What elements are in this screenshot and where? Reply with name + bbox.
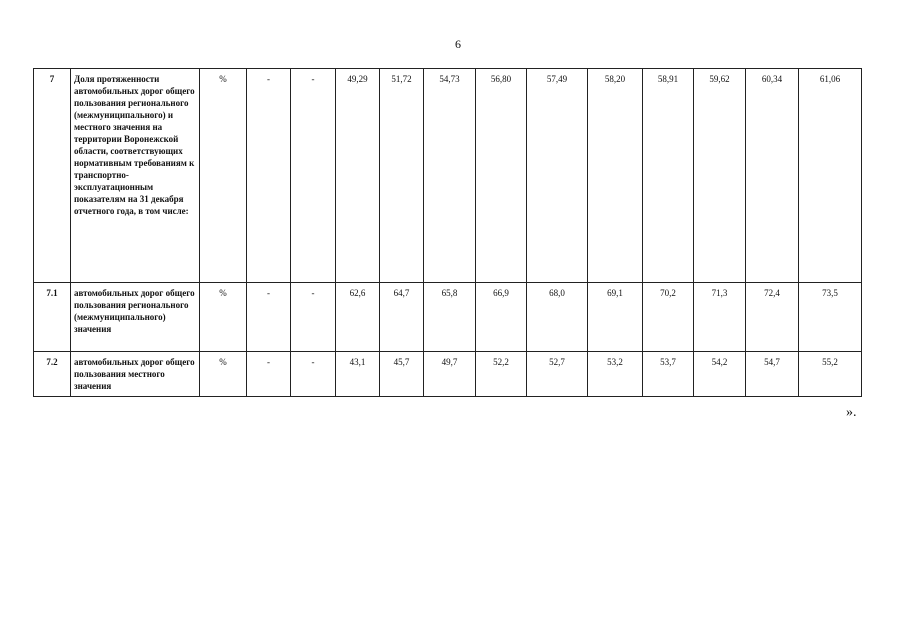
value-cell: 73,5 [799, 283, 862, 352]
value-cell: 53,2 [588, 352, 643, 397]
table-row [34, 69, 862, 283]
value-cell: 43,1 [336, 352, 380, 397]
empty-value-cell: - [291, 69, 336, 283]
table-row [34, 283, 862, 352]
value-cell: 68,0 [527, 283, 588, 352]
empty-value-cell: - [247, 352, 291, 397]
indicator-table [33, 68, 862, 397]
indicator-name: Доля протяженности автомобильных дорог общего пользования регионального (межмуниципального) и местного значения на территории Воронежской области, соответствующих нормативным требованиям к транспортно-эксплуатационным показателям на 31 декабря отчетного года, в том числе: [71, 69, 200, 283]
closing-quote-mark: ». [846, 405, 857, 420]
empty-value-cell: - [291, 352, 336, 397]
row-number: 7.2 [34, 352, 71, 397]
table-row [34, 352, 862, 397]
value-cell: 65,8 [424, 283, 476, 352]
empty-value-cell: - [247, 283, 291, 352]
value-cell: 71,3 [694, 283, 746, 352]
value-cell: 69,1 [588, 283, 643, 352]
value-cell: 51,72 [380, 69, 424, 283]
empty-value-cell: - [291, 283, 336, 352]
unit-cell: % [200, 352, 247, 397]
value-cell: 54,2 [694, 352, 746, 397]
value-cell: 54,73 [424, 69, 476, 283]
value-cell: 52,2 [476, 352, 527, 397]
value-cell: 62,6 [336, 283, 380, 352]
indicator-name: автомобильных дорог общего пользования местного значения [71, 352, 200, 397]
value-cell: 58,20 [588, 69, 643, 283]
value-cell: 56,80 [476, 69, 527, 283]
value-cell: 55,2 [799, 352, 862, 397]
value-cell: 57,49 [527, 69, 588, 283]
value-cell: 61,06 [799, 69, 862, 283]
row-number: 7 [34, 69, 71, 283]
value-cell: 72,4 [746, 283, 799, 352]
value-cell: 59,62 [694, 69, 746, 283]
value-cell: 64,7 [380, 283, 424, 352]
unit-cell: % [200, 69, 247, 283]
value-cell: 58,91 [643, 69, 694, 283]
value-cell: 49,29 [336, 69, 380, 283]
value-cell: 53,7 [643, 352, 694, 397]
row-number: 7.1 [34, 283, 71, 352]
value-cell: 45,7 [380, 352, 424, 397]
page-number: 6 [455, 37, 461, 51]
value-cell: 52,7 [527, 352, 588, 397]
value-cell: 49,7 [424, 352, 476, 397]
value-cell: 66,9 [476, 283, 527, 352]
unit-cell: % [200, 283, 247, 352]
value-cell: 54,7 [746, 352, 799, 397]
value-cell: 60,34 [746, 69, 799, 283]
indicator-name: автомобильных дорог общего пользования регионального (межмуниципального) значения [71, 283, 200, 352]
empty-value-cell: - [247, 69, 291, 283]
value-cell: 70,2 [643, 283, 694, 352]
